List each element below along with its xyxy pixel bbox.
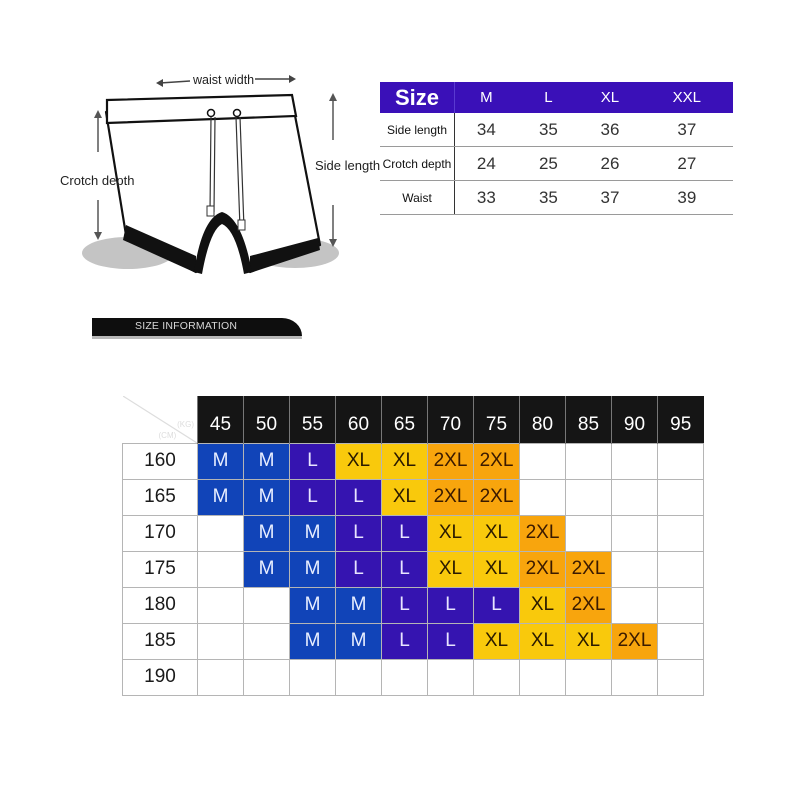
weight-column-header: 45: [198, 396, 244, 443]
weight-column-header: 70: [428, 396, 474, 443]
empty-cell: [658, 551, 704, 587]
size-cell: XL: [474, 515, 520, 551]
size-header: Size: [380, 82, 455, 113]
empty-cell: [198, 623, 244, 659]
crotch-depth-label: Crotch depth: [60, 173, 135, 188]
height-row: [123, 623, 704, 659]
height-label: Height: [125, 420, 162, 432]
height-row: [123, 659, 704, 695]
height-value: 175: [123, 551, 198, 587]
measurement-value: 27: [641, 147, 733, 181]
empty-cell: [244, 587, 290, 623]
size-cell: L: [382, 551, 428, 587]
weight-label: Weight: [155, 400, 194, 412]
size-cell: XL: [520, 623, 566, 659]
measurement-row: [380, 181, 733, 215]
measurement-value: 35: [518, 181, 580, 215]
height-value: 180: [123, 587, 198, 623]
size-column-header: XL: [579, 82, 641, 113]
row-label: Side length: [380, 113, 455, 147]
size-cell: XL: [382, 443, 428, 479]
measurement-value: 37: [579, 181, 641, 215]
size-cell: M: [290, 587, 336, 623]
weight-unit: (KG): [177, 420, 194, 429]
empty-cell: [658, 479, 704, 515]
size-cell: XL: [474, 551, 520, 587]
size-cell: M: [244, 515, 290, 551]
banner-text: SIZE INFORMATION: [135, 320, 238, 332]
side-length-label: Side length: [315, 158, 381, 173]
empty-cell: [520, 443, 566, 479]
waist-width-label: waist width: [193, 73, 255, 87]
empty-cell: [612, 515, 658, 551]
size-cell: M: [336, 587, 382, 623]
size-cell: L: [382, 587, 428, 623]
size-cell: L: [336, 551, 382, 587]
measurement-value: 35: [518, 113, 580, 147]
size-cell: 2XL: [520, 515, 566, 551]
empty-cell: [290, 659, 336, 695]
size-cell: L: [290, 479, 336, 515]
empty-cell: [566, 479, 612, 515]
measurement-value: 36: [579, 113, 641, 147]
measurement-header-row: [380, 82, 733, 113]
size-cell: 2XL: [566, 587, 612, 623]
empty-cell: [658, 443, 704, 479]
measurement-table: [380, 82, 733, 215]
empty-cell: [198, 587, 244, 623]
size-cell: L: [290, 443, 336, 479]
measurement-value: 37: [641, 113, 733, 147]
empty-cell: [520, 659, 566, 695]
height-row: [123, 515, 704, 551]
measurement-value: 33: [455, 181, 518, 215]
height-value: 185: [123, 623, 198, 659]
empty-cell: [198, 551, 244, 587]
height-value: 190: [123, 659, 198, 695]
size-cell: 2XL: [474, 443, 520, 479]
height-value: 170: [123, 515, 198, 551]
empty-cell: [658, 587, 704, 623]
height-unit: (CM): [158, 431, 177, 440]
empty-cell: [566, 659, 612, 695]
empty-cell: [612, 443, 658, 479]
size-cell: XL: [382, 479, 428, 515]
empty-cell: [658, 659, 704, 695]
size-cell: L: [428, 623, 474, 659]
size-cell: M: [290, 551, 336, 587]
size-cell: L: [382, 515, 428, 551]
size-cell: 2XL: [474, 479, 520, 515]
height-row: [123, 587, 704, 623]
size-cell: M: [244, 443, 290, 479]
empty-cell: [612, 587, 658, 623]
height-row: [123, 479, 704, 515]
empty-cell: [658, 623, 704, 659]
size-cell: L: [474, 587, 520, 623]
weight-column-header: 55: [290, 396, 336, 443]
size-cell: 2XL: [428, 479, 474, 515]
measurement-value: 26: [579, 147, 641, 181]
size-cell: L: [382, 623, 428, 659]
empty-cell: [428, 659, 474, 695]
measurement-value: 34: [455, 113, 518, 147]
empty-cell: [198, 515, 244, 551]
empty-cell: [612, 479, 658, 515]
measurement-row: [380, 113, 733, 147]
empty-cell: [612, 551, 658, 587]
size-cell: L: [336, 515, 382, 551]
empty-cell: [244, 623, 290, 659]
size-column-header: L: [518, 82, 580, 113]
size-cell: 2XL: [520, 551, 566, 587]
weight-column-header: 50: [244, 396, 290, 443]
size-cell: 2XL: [566, 551, 612, 587]
size-cell: M: [244, 551, 290, 587]
empty-cell: [658, 515, 704, 551]
measurement-row: [380, 147, 733, 181]
empty-cell: [336, 659, 382, 695]
size-information-banner: [92, 318, 302, 336]
height-value: 160: [123, 443, 198, 479]
measurement-value: 24: [455, 147, 518, 181]
height-row: [123, 443, 704, 479]
empty-cell: [520, 479, 566, 515]
height-row: [123, 551, 704, 587]
empty-cell: [612, 659, 658, 695]
size-cell: 2XL: [428, 443, 474, 479]
size-cell: M: [290, 623, 336, 659]
size-cell: M: [290, 515, 336, 551]
size-cell: XL: [520, 587, 566, 623]
size-cell: XL: [336, 443, 382, 479]
weight-column-header: 90: [612, 396, 658, 443]
size-cell: L: [428, 587, 474, 623]
weight-column-header: 60: [336, 396, 382, 443]
empty-cell: [566, 443, 612, 479]
empty-cell: [474, 659, 520, 695]
empty-cell: [198, 659, 244, 695]
weight-column-header: 65: [382, 396, 428, 443]
size-cell: M: [336, 623, 382, 659]
empty-cell: [244, 659, 290, 695]
row-label: Waist: [380, 181, 455, 215]
weight-column-header: 85: [566, 396, 612, 443]
size-grid: [122, 396, 704, 696]
size-cell: L: [336, 479, 382, 515]
measurement-value: 39: [641, 181, 733, 215]
size-column-header: M: [455, 82, 518, 113]
weight-column-header: 95: [658, 396, 704, 443]
size-cell: XL: [428, 515, 474, 551]
size-cell: 2XL: [612, 623, 658, 659]
grid-corner: [123, 396, 198, 443]
size-cell: XL: [474, 623, 520, 659]
row-label: Crotch depth: [380, 147, 455, 181]
shorts-illustration: [50, 60, 380, 290]
size-cell: XL: [428, 551, 474, 587]
size-cell: M: [198, 443, 244, 479]
weight-column-header: 80: [520, 396, 566, 443]
empty-cell: [382, 659, 428, 695]
measurement-value: 25: [518, 147, 580, 181]
size-cell: M: [198, 479, 244, 515]
weight-header-row: [123, 396, 704, 443]
size-cell: M: [244, 479, 290, 515]
size-cell: XL: [566, 623, 612, 659]
empty-cell: [566, 515, 612, 551]
weight-column-header: 75: [474, 396, 520, 443]
size-column-header: XXL: [641, 82, 733, 113]
height-value: 165: [123, 479, 198, 515]
